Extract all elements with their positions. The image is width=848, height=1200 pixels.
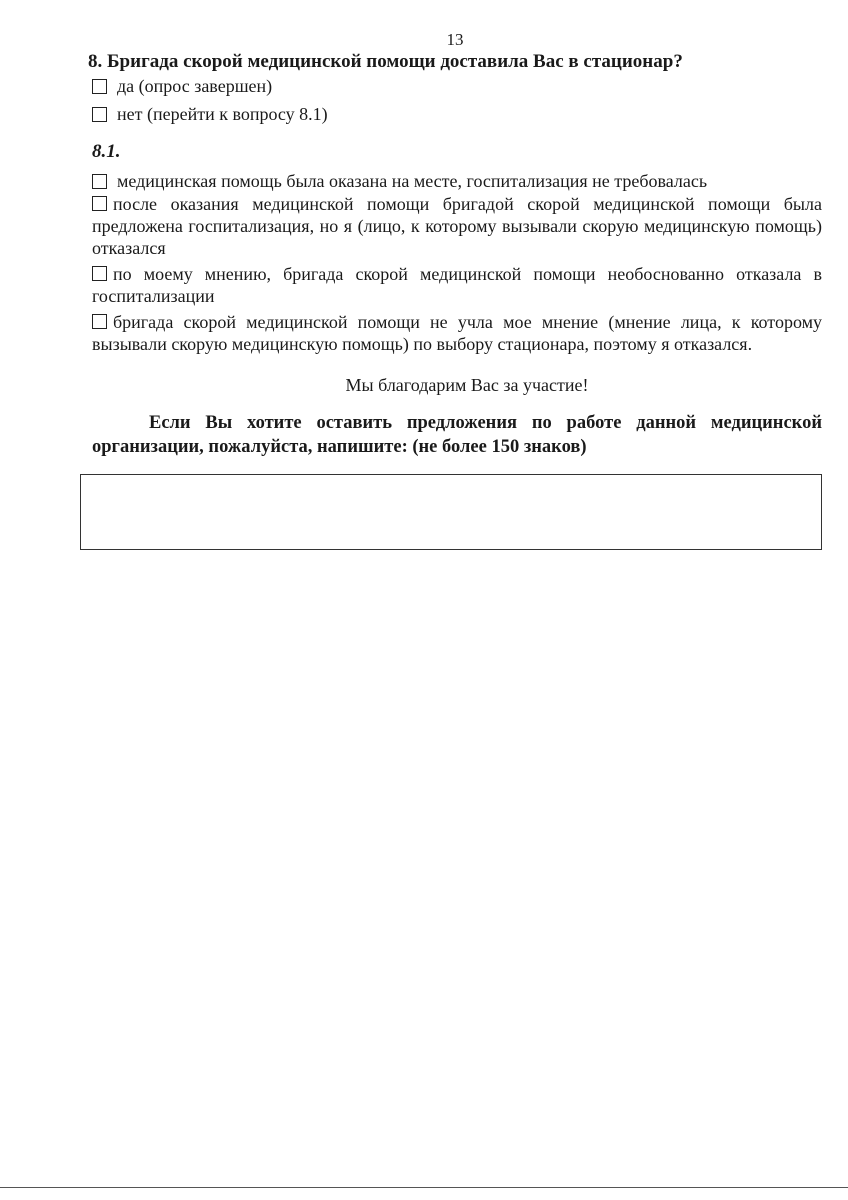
checkbox-icon[interactable] xyxy=(92,174,107,189)
checkbox-icon[interactable] xyxy=(92,196,107,211)
suggestion-request: Если Вы хотите оставить предложения по работе данной медицинской организации, пожалуйста, напишите: (не более 150 знаков) xyxy=(92,413,822,457)
question-81-option-3[interactable] xyxy=(92,263,822,307)
checkbox-icon[interactable] xyxy=(92,266,107,281)
bottom-divider xyxy=(0,1187,848,1188)
thanks-message: Мы благодарим Вас за участие! xyxy=(345,375,589,395)
suggestion-field[interactable] xyxy=(80,474,822,550)
option-label: нет (перейти к вопросу 8.1) xyxy=(117,104,328,124)
question-8-option-no[interactable] xyxy=(92,102,822,126)
question-8-title: 8. Бригада скорой медицинской помощи доставила Вас в стационар? xyxy=(88,51,683,72)
question-81-option-2[interactable] xyxy=(92,193,822,259)
checkbox-icon[interactable] xyxy=(92,79,107,94)
option-label: после оказания медицинской помощи бригадой скорой медицинской помощи была предложена госпитализация, но я (лицо, к которому вызывали скорую медицинскую помощь) отказался xyxy=(92,194,822,258)
option-label: по моему мнению, бригада скорой медицинской помощи необоснованно отказала в госпитализации xyxy=(92,264,822,306)
checkbox-icon[interactable] xyxy=(92,314,107,329)
question-81-option-1[interactable] xyxy=(92,169,822,193)
question-81-title: 8.1. xyxy=(92,141,121,162)
option-label: да (опрос завершен) xyxy=(117,76,273,96)
page-number: 13 xyxy=(446,30,464,49)
checkbox-icon[interactable] xyxy=(92,107,107,122)
question-8-option-yes[interactable] xyxy=(92,74,822,98)
survey-content xyxy=(88,50,822,459)
option-label: бригада скорой медицинской помощи не учла мое мнение (мнение лица, к которому вызывали скорую медицинскую помощь) по выбору стационара, поэтому я отказался. xyxy=(92,312,822,354)
question-81-option-4[interactable] xyxy=(92,311,822,355)
option-label: медицинская помощь была оказана на месте, госпитализация не требовалась xyxy=(117,171,708,191)
